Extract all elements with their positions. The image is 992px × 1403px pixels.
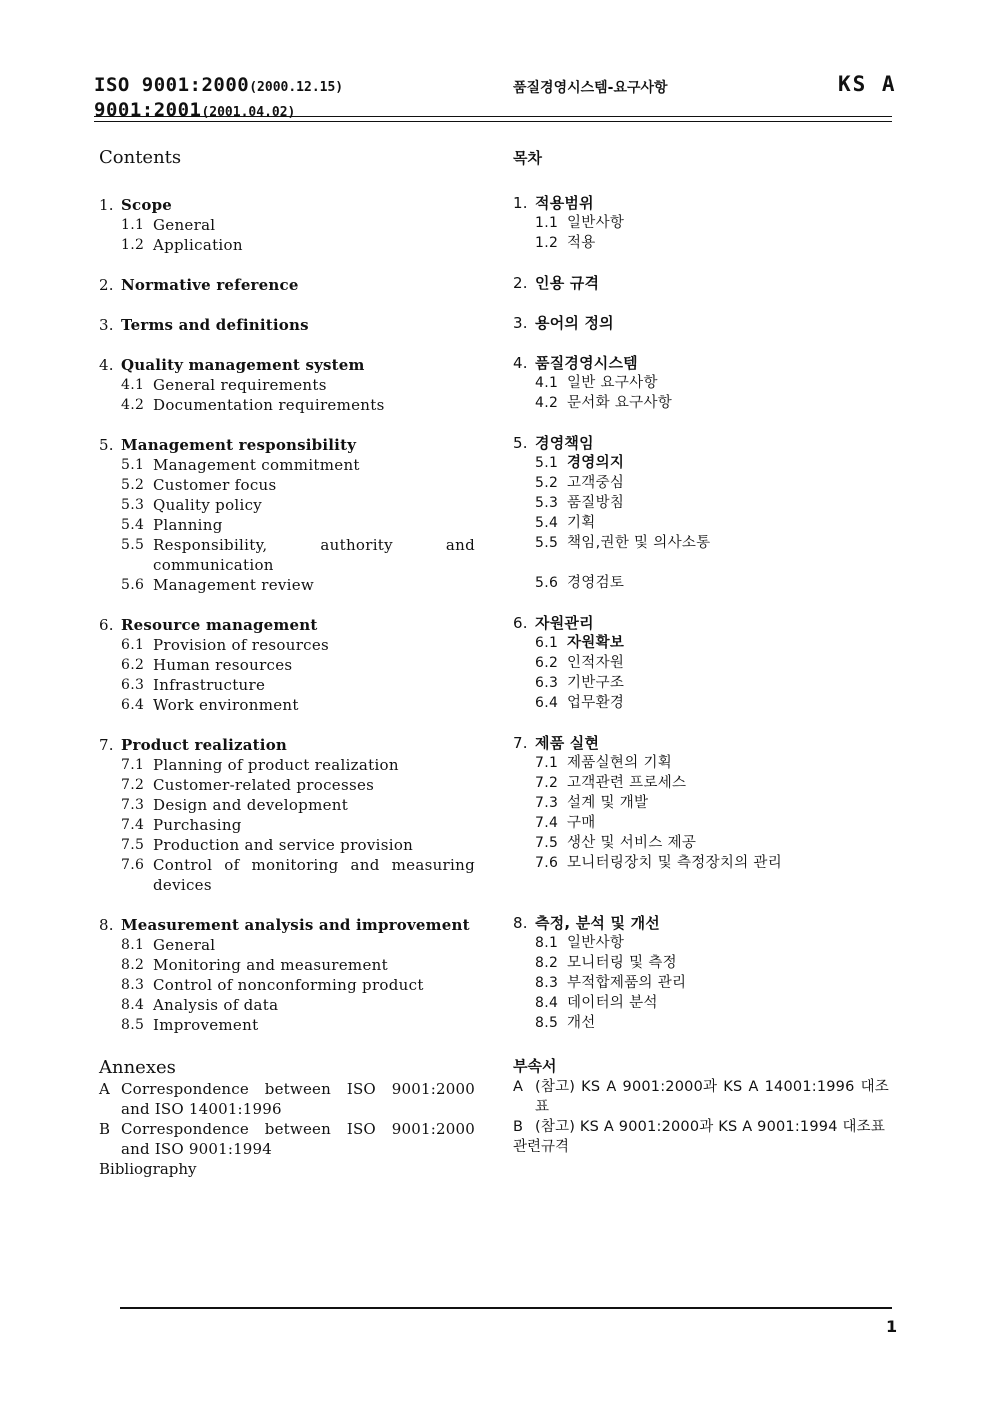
toc-subsection-number: 8.2	[535, 955, 559, 971]
toc-subsection	[513, 853, 889, 873]
toc-subsection	[99, 815, 475, 835]
toc-subsection-title: Human resources	[153, 656, 293, 674]
toc-section-number: 7.	[513, 734, 528, 752]
toc-section-number: 5.	[99, 436, 114, 454]
toc-section-heading	[513, 913, 889, 933]
toc-section-heading	[513, 193, 889, 213]
toc-subsection-number: 5.4	[535, 515, 559, 531]
toc-subsection-title: Application	[153, 236, 243, 254]
toc-section-number: 4.	[99, 356, 114, 374]
toc-subsection-title: Customer-related processes	[153, 776, 375, 794]
toc-subsection-title: 부적합제품의 관리	[567, 975, 687, 991]
toc-subsection	[513, 373, 889, 393]
toc-subsection	[513, 213, 889, 233]
toc-subsection-number: 7.4	[535, 815, 559, 831]
toc-section	[99, 355, 475, 415]
toc-section-heading	[513, 353, 889, 373]
toc-section	[99, 735, 475, 895]
toc-subsection-number: 8.3	[121, 977, 145, 993]
toc-subsection-number: 7.6	[535, 855, 559, 871]
toc-subsection	[513, 673, 889, 693]
toc-subsection-title: Provision of resources	[153, 636, 330, 654]
toc-subsection-number: 5.4	[121, 517, 145, 533]
toc-subsection	[513, 573, 889, 593]
toc-subsection-number: 4.2	[121, 397, 145, 413]
toc-section-heading	[513, 313, 889, 333]
toc-subsection	[99, 1015, 475, 1035]
annex-letter: B	[513, 1119, 523, 1135]
toc-subsection-number: 5.5	[121, 537, 145, 553]
toc-subsection-title: Responsibility, authority and communication	[153, 536, 475, 574]
toc-subsection-title: 문서화 요구사항	[567, 395, 673, 411]
toc-subsection-number: 1.2	[535, 235, 559, 251]
toc-section-title: 용어의 정의	[535, 314, 614, 332]
page-number: 1	[886, 1317, 898, 1336]
contents-title-korean: 목차	[513, 149, 542, 167]
toc-subsection-title: Design and development	[153, 796, 349, 814]
toc-section-title: 측정, 분석 및 개선	[535, 914, 660, 932]
toc-subsection-title: 일반 요구사항	[567, 375, 658, 391]
header-ks-date: (2001.04.02)	[201, 105, 296, 120]
toc-subsection	[99, 375, 475, 395]
toc-subsection	[513, 633, 889, 653]
toc-subsection-number: 8.5	[535, 1015, 559, 1031]
toc-subsection	[99, 635, 475, 655]
toc-subsection-title: Quality policy	[153, 496, 263, 514]
toc-section-heading	[513, 613, 889, 633]
toc-section-number: 2.	[513, 274, 528, 292]
toc-subsection-number: 8.1	[535, 935, 559, 951]
toc-subsection-title: 업무환경	[567, 695, 625, 711]
toc-subsection-number: 6.2	[121, 657, 145, 673]
toc-section	[99, 195, 475, 255]
toc-subsection-number: 5.3	[535, 495, 559, 511]
toc-section	[513, 433, 889, 593]
toc-subsection-title: General	[153, 216, 216, 234]
annex-heading: 부속서	[513, 1057, 557, 1075]
toc-section-title: 자원관리	[535, 614, 594, 632]
toc-subsection-title: Control of monitoring and measuring devices	[153, 856, 475, 894]
toc-subsection-title: 일반사항	[567, 215, 625, 231]
toc-section	[513, 313, 889, 333]
toc-subsection	[99, 455, 475, 475]
toc-subsection-title: 경영검토	[567, 575, 625, 591]
toc-section-number: 5.	[513, 434, 528, 452]
toc-section-number: 1.	[513, 194, 528, 212]
toc-section-number: 1.	[99, 196, 114, 214]
annex-item	[99, 1119, 475, 1159]
toc-subsection-title: General requirements	[153, 376, 327, 394]
toc-subsection	[513, 693, 889, 713]
toc-subsection	[513, 993, 889, 1013]
annex-item	[513, 1077, 889, 1117]
toc-subsection-title: 자원확보	[567, 635, 625, 651]
toc-section-title: 제품 실현	[535, 734, 600, 752]
toc-subsection	[99, 775, 475, 795]
toc-subsection-number: 7.1	[121, 757, 145, 773]
toc-subsection-number: 7.5	[535, 835, 559, 851]
toc-subsection-number: 7.2	[121, 777, 145, 793]
toc-subsection	[513, 773, 889, 793]
toc-section	[99, 615, 475, 715]
toc-subsection-number: 5.5	[535, 535, 559, 551]
toc-subsection	[99, 235, 475, 255]
toc-subsection-title: General	[153, 936, 216, 954]
toc-subsection-number: 6.3	[535, 675, 559, 691]
toc-subsection-number: 7.3	[121, 797, 145, 813]
toc-subsection-title: Documentation requirements	[153, 396, 385, 414]
toc-subsection	[513, 513, 889, 533]
toc-subsection-title: Purchasing	[153, 816, 242, 834]
toc-subsection-number: 6.2	[535, 655, 559, 671]
toc-subsection	[99, 975, 475, 995]
toc-subsection-title: Control of nonconforming product	[153, 976, 424, 994]
contents-korean-column	[513, 147, 889, 1157]
toc-subsection-number: 1.1	[535, 215, 559, 231]
header-iso-date: (2000.12.15)	[249, 80, 344, 95]
toc-subsection	[99, 395, 475, 415]
toc-section	[513, 353, 889, 413]
annex-letter: A	[513, 1079, 523, 1095]
toc-section-title: Product realization	[121, 736, 288, 754]
toc-subsection	[99, 215, 475, 235]
toc-subsection-number: 5.3	[121, 497, 145, 513]
toc-section-title: Resource management	[121, 616, 318, 634]
toc-subsection-title: Production and service provision	[153, 836, 414, 854]
toc-subsection-number: 4.1	[535, 375, 559, 391]
toc-subsection-number: 7.2	[535, 775, 559, 791]
annex-title-text: Correspondence between ISO 9001:2000 and ISO 14001:1996	[121, 1080, 475, 1118]
toc-section-heading	[99, 735, 475, 755]
annex-letter: A	[99, 1080, 110, 1098]
toc-section	[513, 193, 889, 253]
toc-subsection-title: 모니터링장치 및 측정장치의 관리	[567, 855, 783, 871]
toc-subsection-title: 데이터의 분석	[567, 995, 658, 1011]
toc-subsection	[513, 833, 889, 853]
toc-subsection-title: 모니터링 및 측정	[567, 955, 677, 971]
toc-section-title: 경영책임	[535, 434, 594, 452]
toc-section-heading	[513, 733, 889, 753]
toc-section-number: 8.	[99, 916, 114, 934]
toc-subsection	[99, 995, 475, 1015]
toc-subsection	[513, 973, 889, 993]
toc-section-number: 3.	[513, 314, 528, 332]
toc-subsection-number: 7.5	[121, 837, 145, 853]
toc-subsection	[99, 515, 475, 535]
toc-subsection	[99, 475, 475, 495]
toc-subsection-number: 5.2	[121, 477, 145, 493]
annex-heading: Annexes	[99, 1057, 176, 1078]
toc-subsection-title: Management commitment	[153, 456, 360, 474]
toc-subsection-number: 4.1	[121, 377, 145, 393]
toc-subsection	[99, 795, 475, 815]
toc-subsection	[513, 473, 889, 493]
toc-subsection	[99, 935, 475, 955]
toc-subsection-number: 1.1	[121, 217, 145, 233]
toc-subsection-number: 6.4	[121, 697, 145, 713]
toc-section-title: Quality management system	[121, 356, 365, 374]
toc-section	[99, 435, 475, 595]
toc-section-title: 인용 규격	[535, 274, 600, 292]
toc-subsection-title: 설계 및 개발	[567, 795, 649, 811]
toc-section-heading	[99, 315, 475, 335]
toc-section-number: 6.	[513, 614, 528, 632]
toc-section	[513, 913, 889, 1033]
toc-subsection-title: Monitoring and measurement	[153, 956, 388, 974]
toc-subsection-title: Infrastructure	[153, 676, 266, 694]
toc-section-number: 4.	[513, 354, 528, 372]
toc-subsection	[513, 793, 889, 813]
toc-subsection-title: 개선	[567, 1015, 596, 1031]
toc-subsection-title: 인적자원	[567, 655, 625, 671]
toc-subsection	[99, 495, 475, 515]
toc-subsection-number: 6.3	[121, 677, 145, 693]
toc-section-number: 2.	[99, 276, 114, 294]
toc-subsection-title: 책임,권한 및 의사소통	[567, 535, 711, 551]
contents-title: Contents	[99, 147, 182, 168]
toc-subsection-title: Planning of product realization	[153, 756, 399, 774]
toc-section-heading	[99, 275, 475, 295]
toc-section-title: Scope	[121, 196, 173, 214]
annex-item	[99, 1079, 475, 1119]
toc-section-heading	[99, 615, 475, 635]
toc-subsection-number: 5.1	[535, 455, 559, 471]
toc-subsection-title: 구매	[567, 815, 596, 831]
toc-section	[99, 915, 475, 1035]
toc-subsection-number: 6.4	[535, 695, 559, 711]
toc-subsection	[99, 575, 475, 595]
header-ks-code: 9001:2001	[94, 99, 202, 121]
toc-section-heading	[99, 915, 475, 935]
toc-section-heading	[513, 433, 889, 453]
annex-title-text: Correspondence between ISO 9001:2000 and ISO 9001:1994	[121, 1120, 475, 1158]
toc-section-title: 적용범위	[535, 194, 594, 212]
header-standard-prefix: KS A	[838, 72, 897, 96]
toc-subsection-title: Improvement	[153, 1016, 259, 1034]
toc-subsection-title: 기반구조	[567, 675, 625, 691]
toc-subsection	[99, 535, 475, 575]
toc-section	[99, 315, 475, 335]
bibliography-entry: Bibliography	[99, 1160, 197, 1178]
toc-section-title: Management responsibility	[121, 436, 357, 454]
header-document-title: 품질경영시스템-요구사항	[513, 80, 668, 96]
toc-section-heading	[99, 355, 475, 375]
toc-section-title: 품질경영시스템	[535, 354, 638, 372]
toc-section-number: 6.	[99, 616, 114, 634]
toc-subsection-title: 제품실현의 기획	[567, 755, 673, 771]
toc-subsection-number: 5.1	[121, 457, 145, 473]
toc-subsection-number: 7.4	[121, 817, 145, 833]
toc-subsection-number: 8.1	[121, 937, 145, 953]
toc-section-number: 8.	[513, 914, 528, 932]
toc-subsection	[513, 813, 889, 833]
toc-subsection-number: 8.3	[535, 975, 559, 991]
toc-subsection	[513, 393, 889, 413]
toc-subsection-title: 품질방침	[567, 495, 625, 511]
annex-title-text: (참고) KS A 9001:2000과 KS A 9001:1994 대조표	[535, 1119, 886, 1135]
toc-subsection	[99, 675, 475, 695]
toc-subsection	[513, 753, 889, 773]
toc-subsection	[99, 955, 475, 975]
toc-subsection-number: 1.2	[121, 237, 145, 253]
header-double-rule	[94, 116, 892, 122]
toc-subsection	[99, 755, 475, 775]
toc-subsection	[513, 453, 889, 473]
toc-subsection-title: 기획	[567, 515, 596, 531]
toc-subsection-number: 4.2	[535, 395, 559, 411]
toc-section-title: Normative reference	[121, 276, 299, 294]
toc-subsection-number: 5.6	[535, 575, 559, 591]
toc-subsection-title: 고객관련 프로세스	[567, 775, 687, 791]
toc-section-heading	[513, 273, 889, 293]
toc-section	[513, 733, 889, 893]
toc-section	[513, 613, 889, 713]
toc-subsection-title: Planning	[153, 516, 223, 534]
toc-subsection	[513, 653, 889, 673]
toc-subsection-number: 7.1	[535, 755, 559, 771]
toc-subsection-number: 7.3	[535, 795, 559, 811]
annex-title-text: (참고) KS A 9001:2000과 KS A 14001:1996 대조표	[535, 1079, 889, 1115]
toc-subsection	[513, 953, 889, 973]
toc-subsection-title: 생산 및 서비스 제공	[567, 835, 697, 851]
toc-subsection-number: 7.6	[121, 857, 145, 873]
toc-section-heading	[99, 435, 475, 455]
toc-subsection-number: 6.1	[121, 637, 145, 653]
toc-subsection-number: 6.1	[535, 635, 559, 651]
bibliography-entry: 관련규격	[513, 1139, 570, 1155]
toc-subsection-number: 8.4	[535, 995, 559, 1011]
toc-subsection-title: 고객중심	[567, 475, 625, 491]
footer-rule	[120, 1307, 892, 1309]
toc-subsection	[99, 855, 475, 895]
toc-subsection-title: 적용	[567, 235, 596, 251]
toc-subsection-title: Work environment	[153, 696, 299, 714]
annex-item	[513, 1117, 889, 1137]
toc-section-title: Terms and definitions	[121, 316, 309, 334]
toc-section	[513, 273, 889, 293]
header-iso-code: ISO 9001:2000	[94, 74, 250, 96]
toc-section-title: Measurement analysis and improvement	[121, 916, 470, 934]
toc-section-number: 7.	[99, 736, 114, 754]
toc-subsection-title: Customer focus	[153, 476, 277, 494]
toc-subsection-number: 8.5	[121, 1017, 145, 1033]
toc-subsection	[99, 835, 475, 855]
contents-english-column	[99, 147, 475, 1179]
toc-spacer	[513, 553, 889, 573]
toc-subsection-title: 일반사항	[567, 935, 625, 951]
toc-subsection	[513, 1013, 889, 1033]
toc-section-heading	[99, 195, 475, 215]
toc-subsection	[513, 933, 889, 953]
toc-subsection	[99, 695, 475, 715]
toc-subsection-title: 경영의지	[567, 455, 625, 471]
toc-section-number: 3.	[99, 316, 114, 334]
toc-subsection-number: 5.6	[121, 577, 145, 593]
toc-subsection-title: Management review	[153, 576, 315, 594]
toc-spacer	[513, 873, 889, 893]
toc-subsection-number: 8.2	[121, 957, 145, 973]
toc-subsection	[513, 533, 889, 553]
toc-subsection-number: 8.4	[121, 997, 145, 1013]
toc-section	[99, 275, 475, 295]
toc-subsection-title: Analysis of data	[153, 996, 279, 1014]
toc-subsection-number: 5.2	[535, 475, 559, 491]
annex-letter: B	[99, 1120, 111, 1138]
toc-subsection	[99, 655, 475, 675]
toc-subsection	[513, 233, 889, 253]
toc-subsection	[513, 493, 889, 513]
